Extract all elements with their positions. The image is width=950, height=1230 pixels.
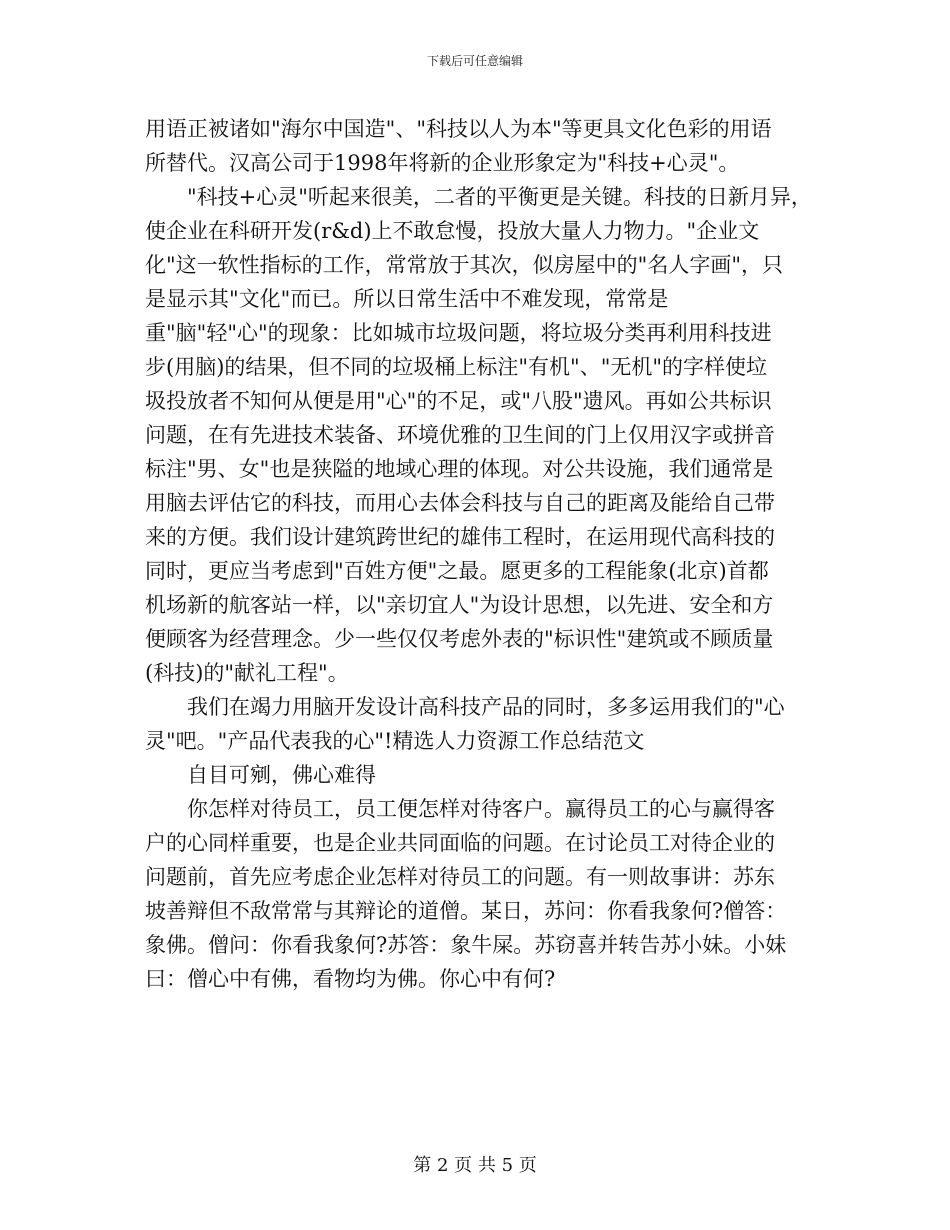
text-line: 圾投放者不知何从便是用"心"的不足，或"八股"遗风。再如公共标识 xyxy=(145,389,772,413)
text-line: 我们在竭力用脑开发设计高科技产品的同时，多多运用我们的"心 xyxy=(187,695,785,719)
text-line: 来的方便。我们设计建筑跨世纪的雄伟工程时，在运用现代高科技的 xyxy=(145,525,775,549)
text-line: 使企业在科研开发(r&d)上不敢怠慢，投放大量人力物力。"企业文 xyxy=(145,219,760,243)
page-header: 下载后可任意编辑 xyxy=(426,54,523,68)
text-line: (科技)的"献礼工程"。 xyxy=(145,661,349,685)
text-line: 自目可剜，佛心难得 xyxy=(187,763,376,787)
text-line: "科技+心灵"听起来很美，二者的平衡更是关键。科技的日新月异， xyxy=(187,185,812,209)
page-footer: 第 2 页 共 5 页 xyxy=(413,1155,537,1176)
text-line: 是显示其"文化"而已。所以日常生活中不难发现，常常是 xyxy=(145,287,669,311)
text-line: 问题前，首先应考虑企业怎样对待员工的问题。有一则故事讲：苏东 xyxy=(145,865,775,889)
text-line: 同时，更应当考虑到"百姓方便"之最。愿更多的工程能象(北京)首都 xyxy=(145,559,769,583)
text-line: 用语正被诸如"海尔中国造"、"科技以人为本"等更具文化色彩的用语 xyxy=(145,117,772,141)
text-line: 标注"男、女"也是狭隘的地域心理的体现。对公共设施，我们通常是 xyxy=(145,457,774,481)
text-line: 问题，在有先进技术装备、环境优雅的卫生间的门上仅用汉字或拼音 xyxy=(145,423,775,447)
text-line: 用脑去评估它的科技，而用心去体会科技与自己的距离及能给自己带 xyxy=(145,491,775,515)
text-line: 步(用脑)的结果，但不同的垃圾桶上标注"有机"、"无机"的字样使垃 xyxy=(145,355,768,379)
text-line: 重"脑"轻"心"的现象：比如城市垃圾问题，将垃圾分类再利用科技进 xyxy=(145,321,772,345)
text-line: 曰：僧心中有佛，看物均为佛。你心中有何? xyxy=(145,967,556,991)
text-line: 象佛。僧问：你看我象何?苏答：象牛屎。苏窃喜并转告苏小妹。小妹 xyxy=(145,933,787,957)
text-line: 户的心同样重要，也是企业共同面临的问题。在讨论员工对待企业的 xyxy=(145,831,775,855)
text-line: 便顾客为经营理念。少一些仅仅考虑外表的"标识性"建筑或不顾质量 xyxy=(145,627,774,651)
text-line: 所替代。汉高公司于1998年将新的企业形象定为"科技+心灵"。 xyxy=(145,151,740,175)
body-text xyxy=(145,112,825,996)
text-line: 机场新的航客站一样，以"亲切宜人"为设计思想，以先进、安全和方 xyxy=(145,593,774,617)
text-line: 化"这一软性指标的工作，常常放于其次，似房屋中的"名人字画"，只 xyxy=(145,253,783,277)
text-line: 你怎样对待员工，员工便怎样对待客户。赢得员工的心与赢得客 xyxy=(187,797,775,821)
text-line: 坡善辩但不敌常常与其辩论的道僧。某日，苏问：你看我象何?僧答： xyxy=(145,899,787,923)
text-line: 灵"吧。"产品代表我的心"!精选人力资源工作总结范文 xyxy=(145,729,645,753)
